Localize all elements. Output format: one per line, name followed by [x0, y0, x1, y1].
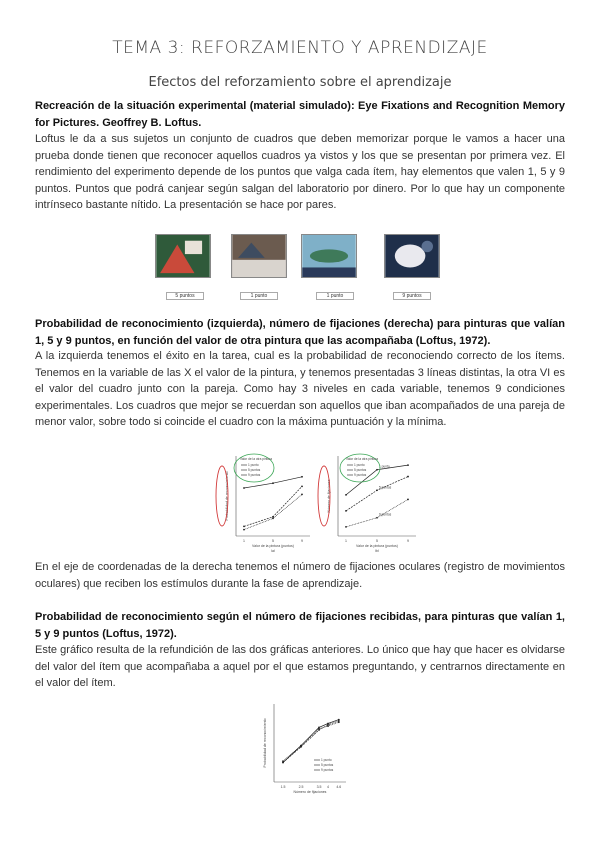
- legend-entry: 5 puntos: [248, 468, 261, 472]
- data-point: [243, 487, 245, 489]
- legend-entry: 1 punto: [354, 463, 365, 467]
- data-point: [376, 517, 378, 519]
- data-point: [318, 728, 320, 730]
- y-axis-label: Probabilidad de reconocimiento: [225, 471, 229, 521]
- x-tick-label: 9: [407, 539, 409, 543]
- painting-2-label: 1 punto: [240, 292, 278, 300]
- page-title: TEMA 3: REFORZAMIENTO Y APRENDIZAJE: [112, 38, 488, 58]
- data-point: [243, 529, 245, 531]
- series-line-label: 5 puntos: [379, 485, 392, 490]
- data-point: [301, 494, 303, 496]
- x-tick-label: 9: [301, 539, 303, 543]
- section-1-heading: Recreación de la situación experimental (material simulado): Eye Fixations and Recognition Memory for Pictures. Geoffrey B. Loftus.: [35, 100, 565, 129]
- data-point: [327, 725, 329, 727]
- data-point: [301, 486, 303, 488]
- data-point: [376, 489, 378, 491]
- data-point: [272, 518, 274, 520]
- series-line-1: [283, 720, 339, 763]
- legend-entry: 5 puntos: [354, 468, 367, 472]
- x-tick-label: 5: [272, 539, 274, 543]
- section-2-body: A la izquierda tenemos el éxito en la tarea, cual es la probabilidad de reconociendo correcto de los ítems. Tenemos en la variable de las X el valor de la pintura, y tenemos presentadas 3 líneas distintas, la otra VI es el valor del cuadro junto con la pareja. Como hay 3 niveles en cada variable, tenemos 9 condiciones experimentales. Los cuadros que mejor se recuerdan son aquellos que iban acompañados de una pareja de menor valor, sobre todo si coincide el cuadro con la máxima puntuación y la mínima.: [35, 350, 565, 428]
- section-2-heading: Probabilidad de reconocimiento (izquierda), número de fijaciones (derecha) para pinturas que valían 1, 5 y 9 puntos, en función del valor de otra pintura que las acompañaba (Loftus, 1972).: [35, 318, 565, 347]
- legend-entry: 1 punto: [321, 758, 332, 762]
- section-3-body: Este gráfico resulta de la refundición de las dos gráficas anteriores. Lo único que hay que hacer es olvidarse del valor del ítem que acompañaba a aquel por el que estamos preguntando, y centrarnos directamente en el valor del ítem.: [35, 644, 565, 689]
- x-tick-label: 2.5: [298, 785, 304, 789]
- data-point: [407, 464, 409, 466]
- chart-fixations-by-value: [316, 448, 420, 552]
- y-axis-label: Número de fijaciones: [327, 479, 331, 513]
- data-point: [301, 476, 303, 478]
- painting-3-label: 1 punto: [316, 292, 354, 300]
- y-axis-label: Probabilidad de reconocimiento: [263, 718, 267, 768]
- data-point: [407, 499, 409, 501]
- series-line-label: 1 punto: [379, 464, 390, 469]
- x-tick-label: 1: [345, 539, 347, 543]
- x-tick-label: 1: [243, 539, 245, 543]
- section-3-heading: Probabilidad de reconocimiento según el número de fijaciones recibidas, para pinturas que valían 1, 5 y 9 puntos (Loftus, 1972).: [35, 611, 565, 640]
- data-point: [345, 526, 347, 528]
- section-1-body: Loftus le da a sus sujetos un conjunto de cuadros que deben memorizar porque le vamos a hacer una prueba donde tienen que reconocer aquellos cuadros ya vistos y los que se presentan por primera vez. El rendimiento del experimento depende de los puntos que valga cada ítem, hay elementos que valen 1, 5 y 9 puntos. Puntos que podrá canjear según salgan del laboratorio por dinero. Por lo que hay un componente intrínseco bastante nítido. La presentación se hace por pares.: [35, 133, 565, 211]
- legend-entry: 5 puntos: [321, 763, 334, 767]
- painting-4: [384, 234, 440, 278]
- data-point: [407, 476, 409, 478]
- section-2-after: En el eje de coordenadas de la derecha tenemos el número de fijaciones oculares (registro de movimientos oculares) que reciben los estímulos durante la fase de aprendizaje.: [35, 561, 565, 590]
- x-tick-label: 4: [327, 785, 329, 789]
- series-line-3: [283, 722, 339, 761]
- painting-1: [155, 234, 211, 278]
- legend-title: Valor de la otra pintura: [240, 457, 273, 461]
- chart-sublabel: (b): [374, 549, 380, 552]
- painting-3: [301, 234, 357, 278]
- legend-entry: 1 punto: [248, 463, 259, 467]
- painting-1-label: 5 puntos: [166, 292, 204, 300]
- data-point: [243, 526, 245, 528]
- data-point: [345, 510, 347, 512]
- series-line-2: [244, 486, 302, 526]
- chart-recognition-by-value: [214, 448, 314, 552]
- page-subtitle: Efectos del reforzamiento sobre el aprendizaje: [148, 75, 452, 90]
- data-point: [272, 482, 274, 484]
- chart-recognition-by-fixations: [258, 698, 350, 796]
- data-point: [282, 760, 284, 762]
- data-point: [376, 469, 378, 471]
- series-line-3: [346, 499, 408, 526]
- x-tick-label: 1.5: [280, 785, 286, 789]
- series-line-2: [283, 721, 339, 763]
- chart-sublabel: (a): [270, 549, 276, 552]
- x-axis-label: Valor de la pintura (puntos): [356, 544, 398, 548]
- data-point: [300, 745, 302, 747]
- legend-entry: 9 puntos: [248, 473, 261, 477]
- series-line-3: [244, 494, 302, 529]
- legend-entry: 9 puntos: [321, 768, 334, 772]
- painting-4-label: 9 puntos: [393, 292, 431, 300]
- painting-2: [231, 234, 287, 278]
- legend-title: Valor de la otra pintura: [346, 457, 379, 461]
- series-line-label: 9 puntos: [379, 512, 392, 517]
- x-tick-label: 5: [376, 539, 378, 543]
- data-point: [338, 721, 340, 723]
- x-tick-label: 3.5: [316, 785, 322, 789]
- x-axis-label: Valor de la pintura (puntos): [252, 544, 294, 548]
- x-tick-label: 4.6: [336, 785, 342, 789]
- data-point: [345, 494, 347, 496]
- x-axis-label: Número de fijaciones: [293, 790, 327, 794]
- legend-entry: 9 puntos: [354, 473, 367, 477]
